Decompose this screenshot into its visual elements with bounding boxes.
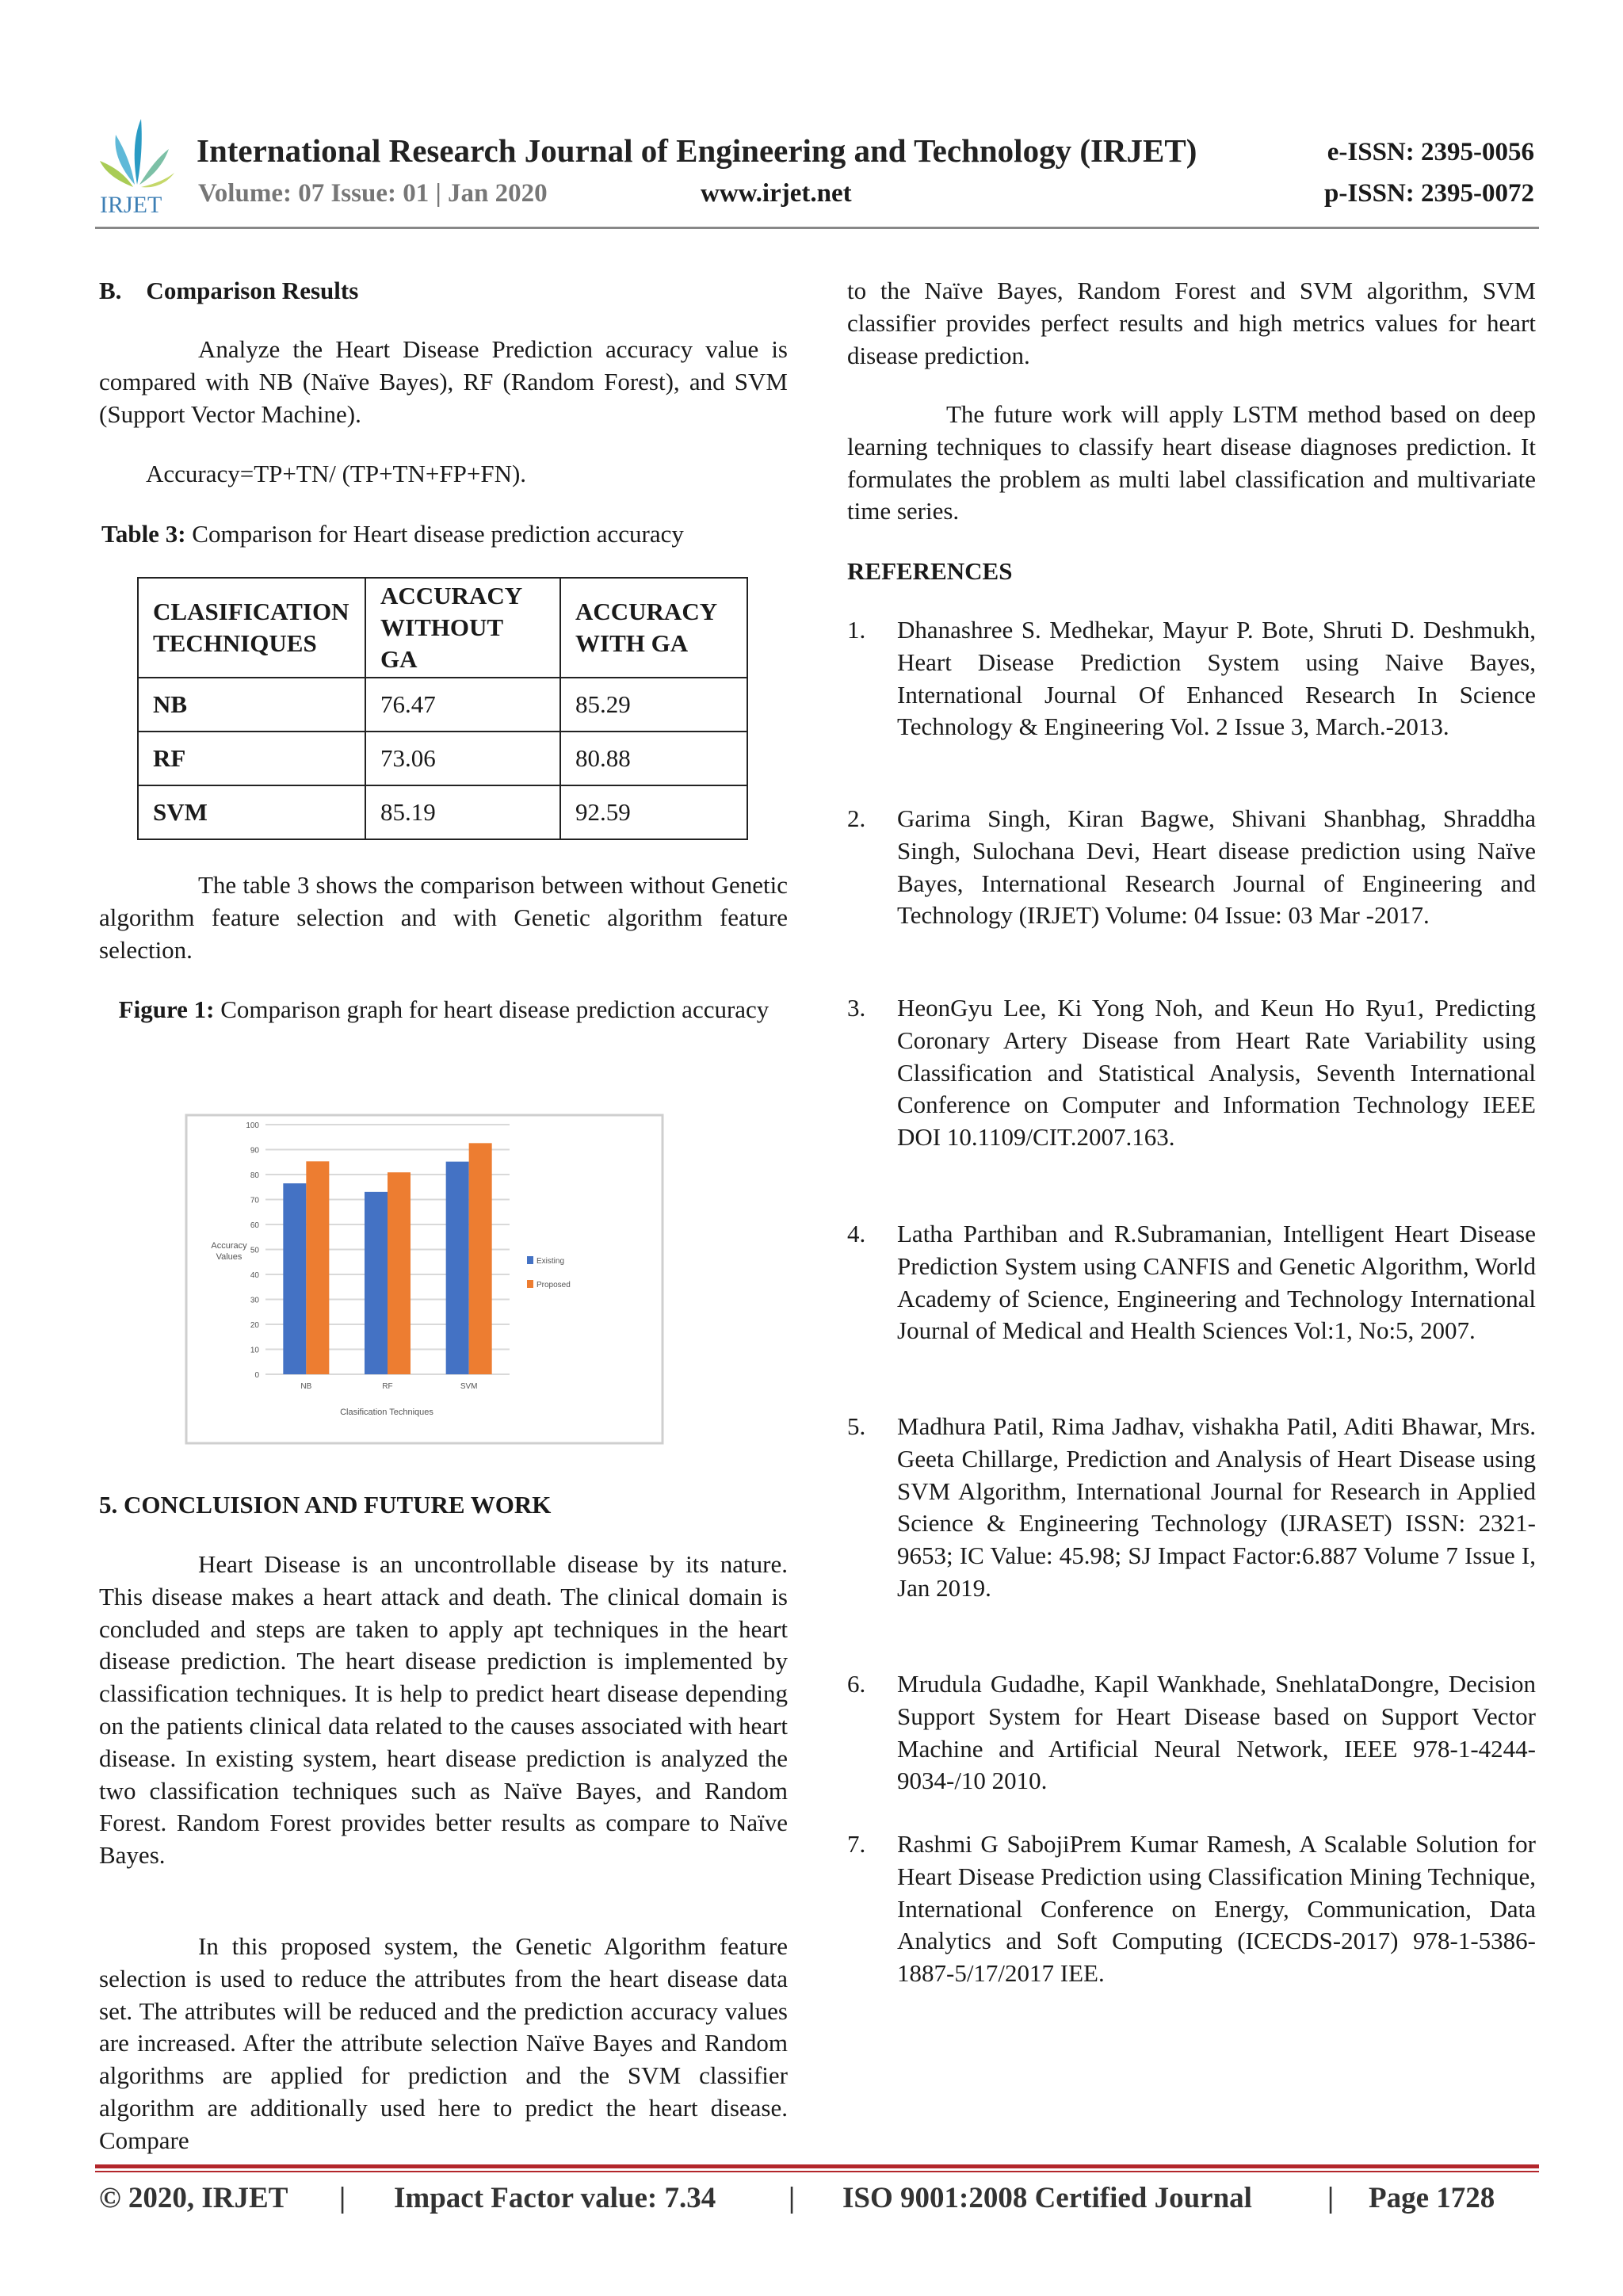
reference-number: 1. — [847, 616, 866, 644]
comparison-table — [137, 577, 748, 840]
paragraph-svm-continuation: to the Naïve Bayes, Random Forest and SVM algorithm, SVM classifier provides perfect results and high metrics values for heart disease prediction. — [847, 277, 1536, 369]
footer-iso: ISO 9001:2008 Certified Journal — [842, 2182, 1252, 2214]
figure-caption-text: Comparison graph for heart disease prediction accuracy — [214, 995, 769, 1023]
bar-proposed-nb — [306, 1161, 329, 1374]
table-row — [138, 678, 747, 732]
bar-proposed-svm — [469, 1143, 492, 1374]
figure-caption — [107, 994, 781, 1026]
reference-text: Dhanashree S. Medhekar, Mayur P. Bote, Shruti D. Deshmukh, Heart Disease Prediction System using Naive Bayes, International Journal Of Enhanced Research In Science Technology & Engineering Vol. 2 Issue 3, March.-2013. — [897, 616, 1536, 741]
reference-number: 2. — [847, 804, 866, 832]
journal-title: International Research Journal of Engineering and Technology (IRJET) — [197, 132, 1197, 169]
x-axis-label: Clasification Techniques — [340, 1408, 433, 1417]
e-issn: e-ISSN: 2395-0056 — [1327, 138, 1534, 166]
reference-item — [847, 1828, 1536, 1990]
reference-item — [847, 803, 1536, 932]
reference-number: 7. — [847, 1830, 866, 1858]
table-cell: 92.59 — [560, 785, 747, 839]
reference-item — [847, 992, 1536, 1154]
references-heading: REFERENCES — [847, 557, 1013, 585]
table-row — [138, 732, 747, 785]
reference-text: Rashmi G SabojiPrem Kumar Ramesh, A Scalable Solution for Heart Disease Prediction using Classification Mining Technique, International Conference on Energy, Communication, Data Analytics and Soft Computing (ICECDS-2017) 978-1-5386-1887-5/17/2017 IEE. — [897, 1830, 1536, 1988]
legend-label: Proposed — [537, 1281, 571, 1289]
legend-label: Existing — [537, 1257, 565, 1266]
table-row — [138, 785, 747, 839]
reference-text: Garima Singh, Kiran Bagwe, Shivani Shanbhag, Shraddha Singh, Sulochana Devi, Heart disease prediction using Naïve Bayes, International Research Journal of Engineering and Technology (IRJET) Volume: 04 Issue: 03 Mar -2017. — [897, 804, 1536, 930]
volume-issue: Volume: 07 Issue: 01 | Jan 2020 — [198, 179, 548, 208]
website-link[interactable]: www.irjet.net — [701, 179, 852, 208]
table-header-cell: ACCURACY WITH GA — [560, 578, 747, 678]
table-cell: 80.88 — [560, 732, 747, 785]
figure-caption-label: Figure 1: — [118, 995, 215, 1023]
table-cell: 73.06 — [365, 732, 560, 785]
reference-text: Latha Parthiban and R.Subramanian, Intelligent Heart Disease Prediction System using CANFIS and Genetic Algorithm, World Academy of Science, Engineering and Technology International Journal of Medical and Health Sciences Vol:1, No:5, 2007. — [897, 1220, 1536, 1345]
y-tick-label: 10 — [250, 1346, 259, 1355]
footer-divider — [95, 2164, 1539, 2168]
y-tick-label: 100 — [246, 1121, 259, 1130]
y-tick-label: 0 — [254, 1371, 259, 1380]
paragraph-future-work: The future work will apply LSTM method based on deep learning techniques to classify heart disease diagnoses prediction. It formulates the problem as multi label classification and multivariate time series. — [847, 400, 1536, 525]
header-divider — [95, 227, 1539, 229]
y-tick-label: 30 — [250, 1296, 259, 1305]
footer-separator: | — [1327, 2182, 1335, 2214]
section-5-heading: 5. CONCLUISION AND FUTURE WORK — [99, 1491, 552, 1519]
reference-text: HeonGyu Lee, Ki Yong Noh, and Keun Ho Ryu1, Predicting Coronary Artery Disease from Heart Rate Variability using Classification and Statistical Analysis, Seventh International Conference on Computer and Information Technology IEEE DOI 10.1109/CIT.2007.163. — [897, 994, 1536, 1152]
accuracy-bar-chart — [185, 1114, 664, 1450]
reference-text: Madhura Patil, Rima Jadhav, vishakha Patil, Aditi Bhawar, Mrs. Geeta Chillarge, Prediction and Analysis of Heart Disease using SVM Algorithm, International Journal for Research in Applied Science & Engineering Technology (IJRASET) ISSN: 2321-9653; IC Value: 45.98; SJ Impact Factor:6.887 Volume 7 Issue I, Jan 2019. — [897, 1412, 1536, 1602]
footer-impact-factor: Impact Factor value: 7.34 — [394, 2182, 716, 2214]
table-cell: RF — [138, 732, 365, 785]
y-tick-label: 60 — [250, 1221, 259, 1230]
table-cell: NB — [138, 678, 365, 732]
y-tick-label: 40 — [250, 1271, 259, 1280]
y-tick-label: 80 — [250, 1171, 259, 1180]
accuracy-formula: Accuracy=TP+TN/ (TP+TN+FP+FN). — [146, 460, 527, 487]
reference-number: 4. — [847, 1220, 866, 1247]
footer-copyright: © 2020, IRJET — [99, 2182, 288, 2214]
table-cell: SVM — [138, 785, 365, 839]
table-cell: 85.29 — [560, 678, 747, 732]
section-b-heading: B. Comparison Results — [99, 277, 359, 304]
table-cell: 85.19 — [365, 785, 560, 839]
y-tick-label: 90 — [250, 1146, 259, 1156]
bar-existing-rf — [365, 1192, 388, 1374]
reference-item — [847, 1411, 1536, 1605]
table-cell: 76.47 — [365, 678, 560, 732]
reference-number: 6. — [847, 1670, 866, 1698]
bar-proposed-rf — [388, 1172, 411, 1374]
footer-separator: | — [789, 2182, 796, 2214]
x-tick-label: RF — [382, 1382, 393, 1391]
x-tick-label: NB — [300, 1382, 312, 1391]
p-issn: p-ISSN: 2395-0072 — [1324, 179, 1534, 208]
y-tick-label: 50 — [250, 1246, 259, 1255]
footer-divider — [95, 2171, 1539, 2172]
bar-existing-svm — [446, 1162, 469, 1374]
paragraph-table-explanation: The table 3 shows the comparison between without Genetic algorithm feature selection and with Genetic algorithm feature selection. — [99, 871, 788, 964]
paragraph-proposed-system: In this proposed system, the Genetic Algorithm feature selection is used to reduce the attributes from the heart disease data set. The attributes will be reduced and the prediction accuracy values are increased. After the attribute selection Naïve Bayes and Random algorithms are applied for prediction and the SVM classifier algorithm are additionally used here to predict the heart disease. Compare — [99, 1932, 788, 2154]
y-tick-label: 20 — [250, 1321, 259, 1330]
table-header-row — [138, 578, 747, 678]
footer-separator: | — [339, 2182, 346, 2214]
bar-existing-nb — [283, 1183, 306, 1374]
table-caption — [101, 518, 684, 551]
footer-page-number: Page 1728 — [1369, 2182, 1495, 2214]
paragraph-conclusion: Heart Disease is an uncontrollable disease by its nature. This disease makes a heart attack and death. The clinical domain is concluded and steps are taken to apply apt techniques in the heart disease prediction. The heart disease prediction is implemented by classification techniques. It is help to predict heart disease depending on the patients clinical data related to the causes associated with heart disease. In existing system, heart disease prediction is analyzed the two classification techniques such as Naïve Bayes, and Random Forest. Random Forest provides better results as compare to Naïve Bayes. — [99, 1550, 788, 1870]
reference-number: 3. — [847, 994, 866, 1022]
paragraph-comparison-intro: Analyze the Heart Disease Prediction accuracy value is compared with NB (Naïve Bayes), RF (Random Forest), and SVM (Support Vector Machine). — [99, 335, 788, 428]
logo-leaves-icon — [94, 117, 181, 216]
reference-item — [847, 1218, 1536, 1347]
y-tick-label: 70 — [250, 1196, 259, 1205]
y-axis-label: Accuracy Values — [211, 1241, 247, 1262]
table-header-cell: CLASIFICATION TECHNIQUES — [138, 578, 365, 678]
svg-text:IRJET: IRJET — [100, 192, 162, 216]
reference-item — [847, 614, 1536, 743]
irjet-logo — [94, 117, 181, 216]
legend-swatch — [527, 1280, 533, 1288]
reference-number: 5. — [847, 1412, 866, 1440]
table-caption-label: Table 3: — [101, 520, 186, 548]
reference-text: Mrudula Gudadhe, Kapil Wankhade, SnehlataDongre, Decision Support System for Heart Disease based on Support Vector Machine and Artificial Neural Network, IEEE 978-1-4244-9034-/10 2010. — [897, 1670, 1536, 1795]
table-caption-text: Comparison for Heart disease prediction accuracy — [185, 520, 684, 548]
reference-item — [847, 1668, 1536, 1797]
legend-swatch — [527, 1256, 533, 1264]
x-tick-label: SVM — [460, 1382, 478, 1391]
table-header-cell: ACCURACY WITHOUT GA — [365, 578, 560, 678]
